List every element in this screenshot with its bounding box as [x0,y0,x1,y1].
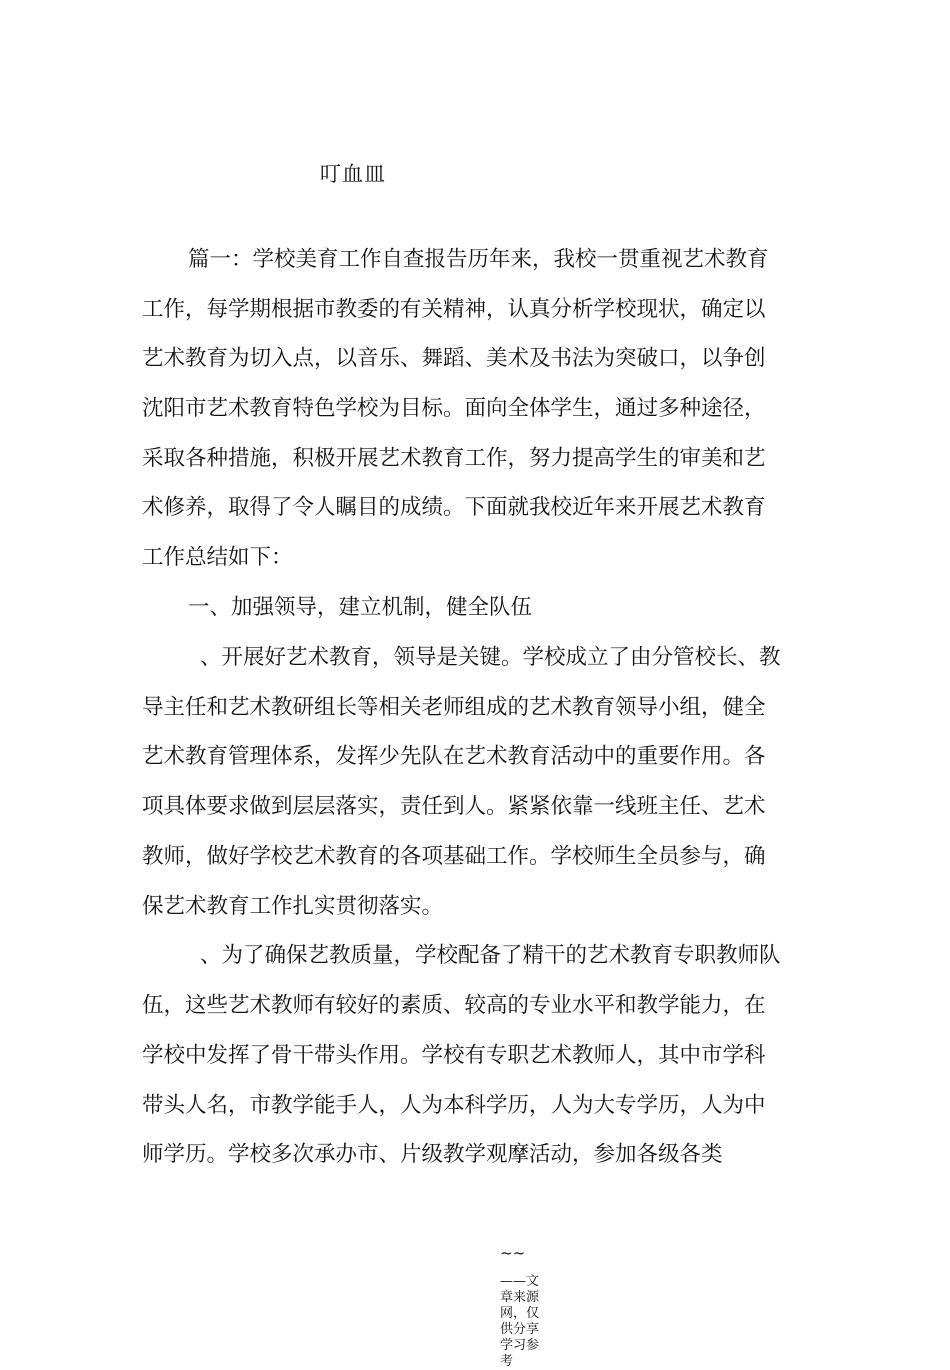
text-line: 保艺术教育工作扎实贯彻落实。 [142,894,444,919]
footer-tilde: ~~ [500,1244,526,1262]
footer-note: ——文章来源网，仅供分享学习参考 [500,1274,540,1369]
text-line: 艺术教育管理体系，发挥少先队在艺术教育活动中的重要作用。各 [142,744,766,769]
text-line: 沈阳市艺术教育特色学校为目标。面向全体学生，通过多种途径， [142,396,766,421]
text-line: 篇一：学校美育工作自查报告历年来，我校一贯重视艺术教育 [188,247,769,272]
text-line: 带头人名，市教学能手人，人为本科学历，人为大专学历，人为中 [142,1093,766,1118]
text-line: 、开展好艺术教育，领导是关键。学校成立了由分管校长、教 [200,645,781,670]
text-line: 师学历。学校多次承办市、片级教学观摩活动，参加各级各类 [142,1142,723,1167]
text-line: 术修养，取得了令人瞩目的成绩。下面就我校近年来开展艺术教育 [142,495,766,520]
text-line: 伍，这些艺术教师有较好的素质、较高的专业水平和教学能力，在 [142,993,766,1018]
page-header: 叮血皿 [320,162,386,186]
text-line: 导主任和艺术教研组长等相关老师组成的艺术教育领导小组，健全 [142,695,766,720]
text-line: 、为了确保艺教质量，学校配备了精干的艺术教育专职教师队 [200,943,781,968]
text-line: 教师，做好学校艺术教育的各项基础工作。学校师生全员参与，确 [142,844,766,869]
text-line: 采取各种措施，积极开展艺术教育工作，努力提高学生的审美和艺 [142,446,766,471]
text-line: 艺术教育为切入点，以音乐、舞蹈、美术及书法为突破口，以争创 [142,346,766,371]
text-line: 工作，每学期根据市教委的有关精神，认真分析学校现状，确定以 [142,297,766,322]
text-line: 工作总结如下： [142,545,293,570]
text-line: 学校中发挥了骨干带头作用。学校有专职艺术教师人，其中市学科 [142,1043,766,1068]
section-heading: 一、加强领导，建立机制，健全队伍 [188,595,533,620]
text-line: 项具体要求做到层层落实，责任到人。紧紧依靠一线班主任、艺术 [142,794,766,819]
